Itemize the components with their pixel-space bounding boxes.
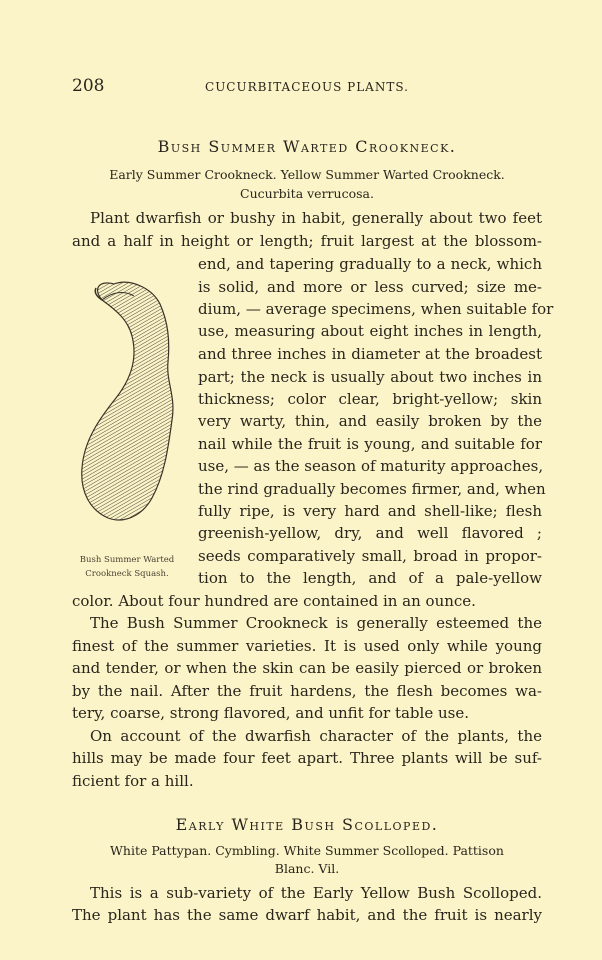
text-line: dium, — average specimens, when suitable for xyxy=(198,300,554,318)
text-line: part; the neck is usually about two inches in xyxy=(198,368,542,386)
figure-caption: Crookneck Squash. xyxy=(85,569,169,579)
running-title: CUCURBITACEOUS PLANTS. xyxy=(205,80,409,94)
section-title: Early White Bush Scolloped. xyxy=(175,815,439,834)
synonyms-line: Early Summer Crookneck. Yellow Summer Warted Crookneck. xyxy=(109,167,505,182)
text-line: nail while the fruit is young, and suitable for xyxy=(198,435,542,453)
figure-caption: Bush Summer Warted xyxy=(79,555,175,565)
text-line: end, and tapering gradually to a neck, which xyxy=(198,255,542,273)
text-line: color. About four hundred are contained in an ounce. xyxy=(72,592,476,610)
text-line: finest of the summer varieties. It is used only while young xyxy=(72,637,542,655)
text-line: is solid, and more or less curved; size me- xyxy=(198,278,542,296)
text-line: The Bush Summer Crookneck is generally esteemed the xyxy=(90,614,542,632)
text-line: Plant dwarfish or bushy in habit, generally about two feet xyxy=(90,209,542,227)
text-line: use, — as the season of maturity approaches, xyxy=(198,457,544,475)
text-line: tery, coarse, strong flavored, and unfit for table use. xyxy=(72,704,469,722)
text-line: seeds comparatively small, broad in propor- xyxy=(198,547,542,565)
crookneck-squash-illustration xyxy=(72,270,192,540)
text-line: thickness; color clear, bright-yellow; skin xyxy=(198,390,542,408)
text-line: On account of the dwarfish character of the plants, the xyxy=(90,727,542,745)
synonyms-line: White Pattypan. Cymbling. White Summer Scolloped. Pattison xyxy=(110,843,504,858)
text-line: and a half in height or length; fruit largest at the blossom- xyxy=(72,232,542,250)
squash-body xyxy=(82,282,173,520)
text-line: hills may be made four feet apart. Three plants will be suf- xyxy=(72,749,542,767)
synonyms-line: Cucurbita verrucosa. xyxy=(240,186,374,201)
text-line: ficient for a hill. xyxy=(72,772,194,790)
text-line: very warty, thin, and easily broken by the xyxy=(198,412,542,430)
text-line: and three inches in diameter at the broadest xyxy=(198,345,542,363)
text-line: fully ripe, is very hard and shell-like; flesh xyxy=(198,502,542,520)
text-line: the rind gradually becomes firmer, and, when xyxy=(198,480,546,498)
text-line: This is a sub-variety of the Early Yellow Bush Scolloped. xyxy=(90,884,542,902)
text-line: The plant has the same dwarf habit, and the fruit is nearly xyxy=(72,906,542,924)
text-line: by the nail. After the fruit hardens, the flesh becomes wa- xyxy=(72,682,542,700)
text-line: and tender, or when the skin can be easily pierced or broken xyxy=(72,659,542,677)
text-line: greenish-yellow, dry, and well flavored ; xyxy=(198,524,542,542)
synonyms-line: Blanc. Vil. xyxy=(274,861,340,876)
text-line: tion to the length, and of a pale-yellow xyxy=(198,569,542,587)
page-number: 208 xyxy=(72,76,105,96)
text-line: use, measuring about eight inches in length, xyxy=(198,322,542,340)
page-header xyxy=(72,76,542,96)
section-title: Bush Summer Warted Crookneck. xyxy=(157,137,457,156)
